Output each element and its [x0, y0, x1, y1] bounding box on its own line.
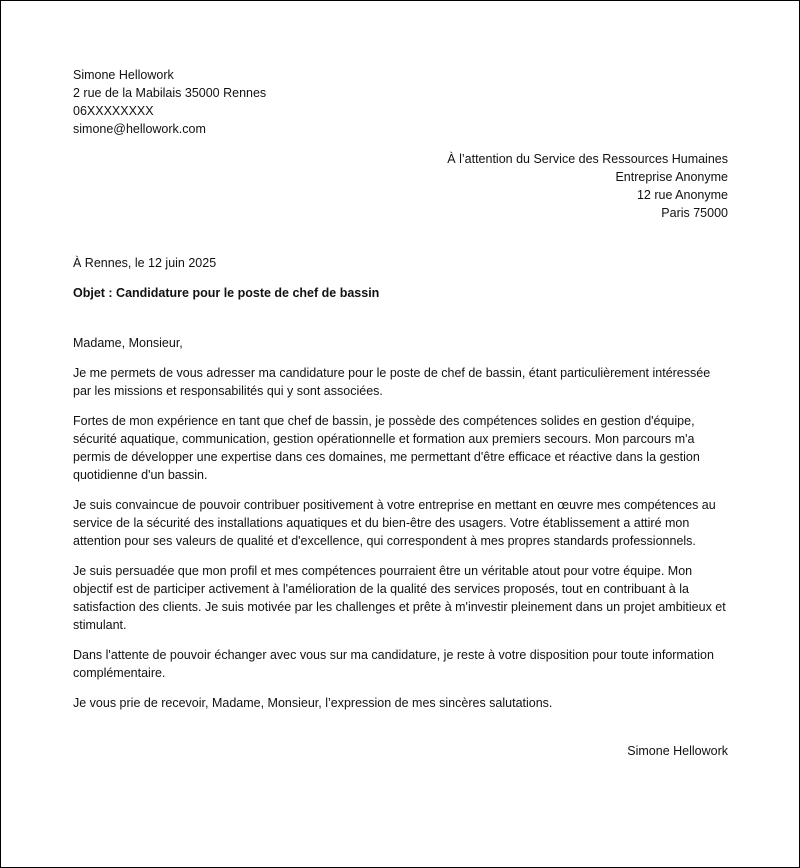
- letter-date: À Rennes, le 12 juin 2025: [73, 256, 217, 270]
- letter-greeting: Madame, Monsieur,: [73, 336, 183, 350]
- recipient-company: Entreprise Anonyme: [615, 170, 728, 184]
- sender-phone: 06XXXXXXXX: [73, 104, 154, 118]
- letter-closing: Je vous prie de recevoir, Madame, Monsieur, l’expression de mes sincères salutations.: [73, 696, 553, 710]
- recipient-city: Paris 75000: [661, 206, 728, 220]
- letter-content: [73, 66, 728, 760]
- letter-signature: Simone Hellowork: [627, 744, 728, 758]
- sender-email: simone@hellowork.com: [73, 122, 206, 136]
- body-paragraph-2: Fortes de mon expérience en tant que chef de bassin, je possède des compétences solides en gestion d'équipe, sécurité aquatique, communication, gestion opérationnelle et formation aux premiers secours. Mon parcours m'a permis de développer une expertise dans ces domaines, me permettant d'être efficace et réactive dans la gestion quotidienne d'un bassin.: [73, 414, 700, 482]
- body-paragraph-3: Je suis convaincue de pouvoir contribuer positivement à votre entreprise en mettant en œuvre mes compétences au service de la sécurité des installations aquatiques et du bien-être des usagers. Votre établissement a attiré mon attention pour ses valeurs de qualité et d'excellence, qui correspondent à mes propres standards professionnels.: [73, 498, 716, 548]
- sender-address: 2 rue de la Mabilais 35000 Rennes: [73, 86, 267, 100]
- recipient-attention: À l’attention du Service des Ressources Humaines: [447, 152, 728, 166]
- sender-block: [73, 66, 728, 138]
- body-paragraph-1: Je me permets de vous adresser ma candidature pour le poste de chef de bassin, étant particulièrement intéressée par les missions et responsabilités qui y sont associées.: [73, 366, 711, 398]
- recipient-street: 12 rue Anonyme: [636, 188, 728, 202]
- letter-subject: Objet : Candidature pour le poste de chef de bassin: [73, 286, 380, 300]
- body-paragraph-4: Je suis persuadée que mon profil et mes compétences pourraient être un véritable atout pour votre équipe. Mon objectif est de participer activement à l'amélioration de la qualité des services proposés, tout en contribuant à la satisfaction des clients. Je suis motivée par les challenges et prête à m'investir pleinement dans un projet ambitieux et stimulant.: [73, 564, 726, 632]
- body-paragraph-5: Dans l'attente de pouvoir échanger avec vous sur ma candidature, je reste à votre disposition pour toute information complémentaire.: [73, 648, 714, 680]
- recipient-block: [73, 150, 728, 222]
- sender-name: Simone Hellowork: [73, 68, 174, 82]
